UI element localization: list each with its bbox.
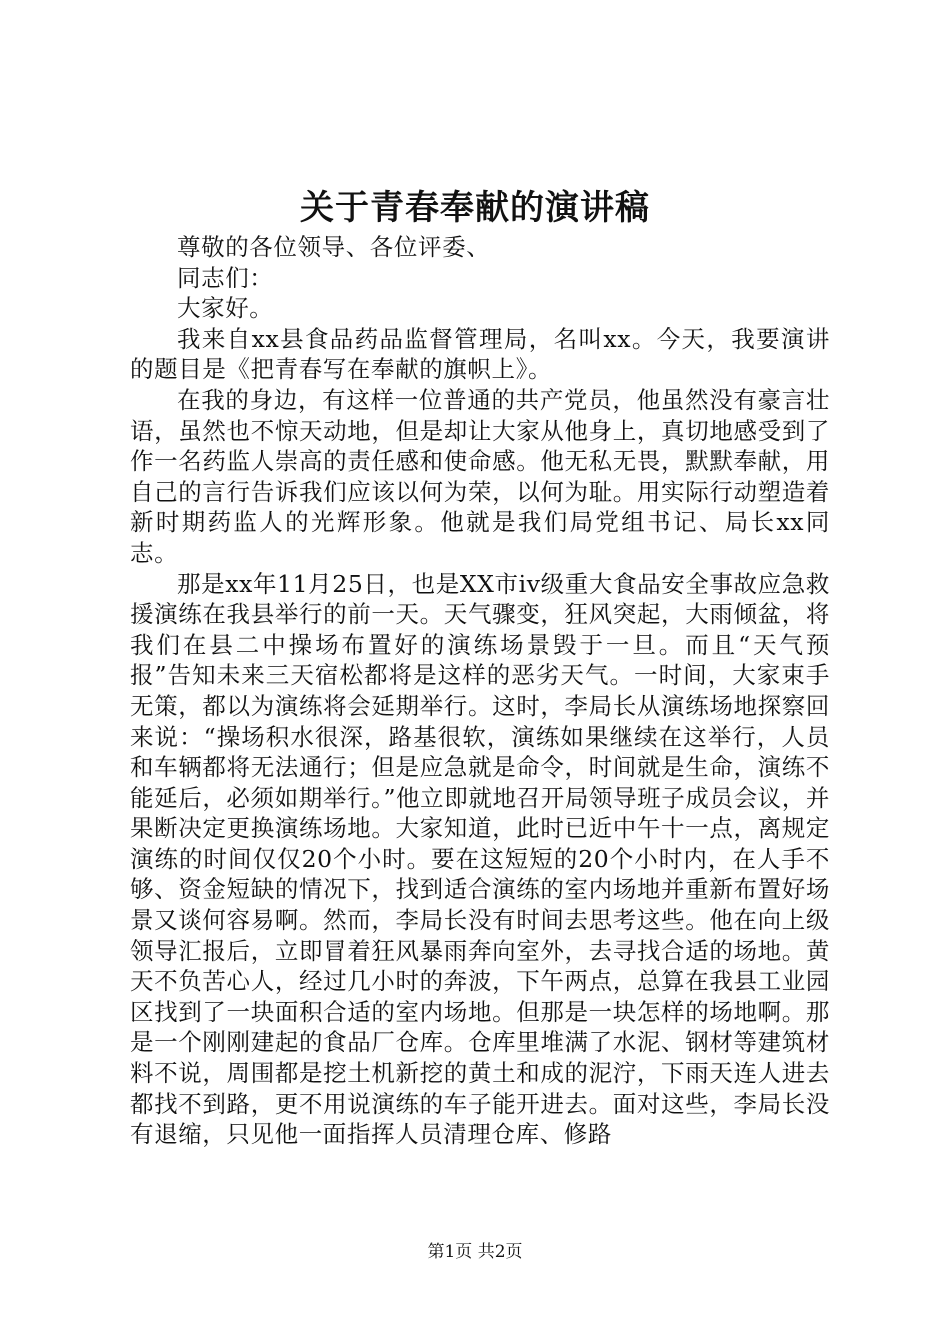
page-footer: 第1页 共2页: [427, 1242, 523, 1262]
body-paragraph: 在我的身边，有这样一位普通的共产党员，他虽然没有豪言壮语，虽然也不惊天动地，但是却让大家从他身上，真切地感受到了作一名药监人崇高的责任感和使命感。他无私无畏，默默奉献，用自己的言行告诉我们应该以何为荣，以何为耻。用实际行动塑造着新时期药监人的光辉形象。他就是我们局党组书记、局长xx同志。: [130, 385, 830, 567]
intro-paragraph: 我来自xx县食品药品监督管理局，名叫xx。今天，我要演讲的题目是《把青春写在奉献的旗帜上》。: [130, 324, 830, 384]
greeting-line: 大家好。: [177, 294, 274, 323]
salutation-line-1: 尊敬的各位领导、各位评委、: [177, 233, 491, 261]
document-body: [130, 232, 830, 1150]
body-paragraph: 那是xx年11月25日，也是XX市iv级重大食品安全事故应急救援演练在我县举行的前一天。天气骤变，狂风突起，大雨倾盆，将我们在县二中操场布置好的演练场景毁于一旦。而且“天气预报”告知未来三天宿松都将是这样的恶劣天气。一时间，大家束手无策，都以为演练将会延期举行。这时，李局长从演练场地探察回来说：“操场积水很深，路基很软，演练如果继续在这举行，人员和车辆都将无法通行；但是应急就是命令，时间就是生命，演练不能延后，必须如期举行。”他立即就地召开局领导班子成员会议，并果断决定更换演练场地。大家知道，此时已近中午十一点，离规定演练的时间仅仅20个小时。要在这短短的20个小时内，在人手不够、资金短缺的情况下，找到适合演练的室内场地并重新布置好场景又谈何容易啊。然而，李局长没有时间去思考这些。他在向上级领导汇报后，立即冒着狂风暴雨奔向室外，去寻找合适的场地。黄天不负苦心人，经过几小时的奔波，下午两点，总算在我县工业园区找到了一块面积合适的室内场地。但那是一块怎样的场地啊。那是一个刚刚建起的食品厂仓库。仓库里堆满了水泥、钢材等建筑材料不说，周围都是挖土机新挖的黄土和成的泥泞，下雨天连人进去都找不到路，更不用说演练的车子能开进去。面对这些，李局长没有退缩，只见他一面指挥人员清理仓库、修路: [130, 569, 830, 1149]
salutation-line-2: 同志们：: [177, 263, 274, 292]
document-title: 关于青春奉献的演讲稿: [300, 188, 650, 228]
